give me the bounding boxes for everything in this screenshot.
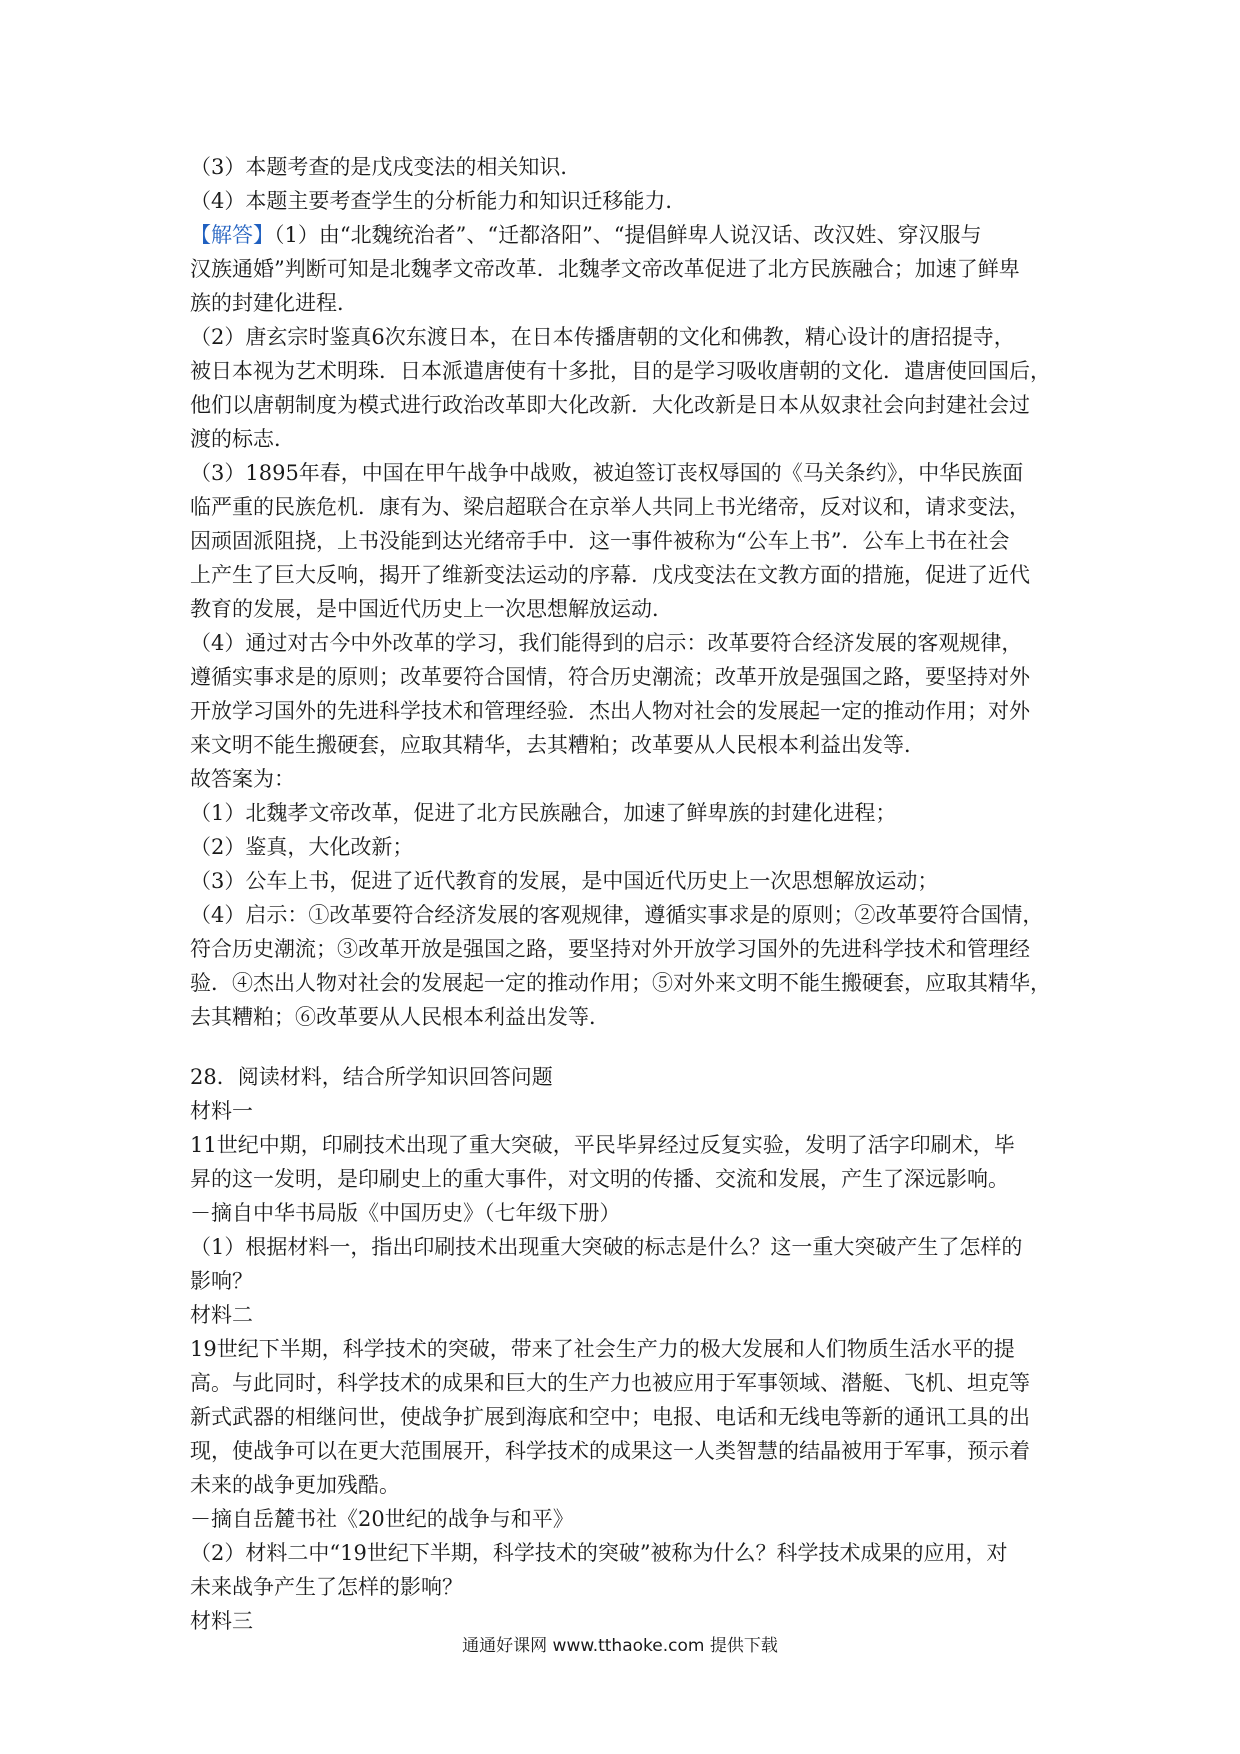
material-source: －摘自岳麓书社《20世纪的战争与和平》 [190, 1507, 574, 1531]
answer-line: （4）通过对古今中外改革的学习，我们能得到的启示：改革要符合经济发展的客观规律， [190, 631, 1023, 655]
answer-line: 族的封建化进程． [190, 291, 358, 315]
answer-line: 渡的标志． [190, 427, 295, 451]
answer-line: 汉族通婚”判断可知是北魏孝文帝改革．北魏孝文帝改革促进了北方民族融合；加速了鲜卑 [190, 257, 1020, 281]
material-line: 19世纪下半期，科学技术的突破，带来了社会生产力的极大发展和人们物质生活水平的提 [190, 1337, 1015, 1361]
answer-text: （1）由“北魏统治者”、“迁都洛阳”、“提倡鲜卑人说汉话、改汉姓、穿汉服与 [274, 223, 982, 247]
answer-line: 遵循实事求是的原则；改革要符合国情，符合历史潮流；改革开放是强国之路，要坚持对外 [190, 665, 1030, 689]
material-label: 材料一 [190, 1099, 253, 1123]
summary-line: （3）公车上书，促进了近代教育的发展，是中国近代历史上一次思想解放运动； [190, 869, 939, 893]
question-line: （1）根据材料一，指出印刷技术出现重大突破的标志是什么？这一重大突破产生了怎样的 [190, 1235, 1023, 1259]
material-source: －摘自中华书局版《中国历史》（七年级下册） [190, 1201, 621, 1225]
question-title: 28．阅读材料，结合所学知识回答问题 [190, 1065, 553, 1089]
summary-line: 符合历史潮流；③改革开放是强国之路，要坚持对外开放学习国外的先进科学技术和管理经 [190, 937, 1030, 961]
material-label: 材料三 [190, 1609, 253, 1633]
answer-line: 被日本视为艺术明珠．日本派遣唐使有十多批，目的是学习吸收唐朝的文化．遣唐使回国后， [190, 359, 1051, 383]
document-page [190, 150, 1060, 1638]
material-line: 未来的战争更加残酷。 [190, 1473, 400, 1497]
answer-tag: 【解答】 [190, 223, 274, 247]
material-line: 高。与此同时，科学技术的成果和巨大的生产力也被应用于军事领域、潜艇、飞机、坦克等 [190, 1371, 1030, 1395]
answer-line: （2）唐玄宗时鉴真6次东渡日本，在日本传播唐朝的文化和佛教，精心设计的唐招提寺， [190, 325, 1015, 349]
answer-line: 教育的发展，是中国近代历史上一次思想解放运动． [190, 597, 673, 621]
answer-line: 上产生了巨大反响，揭开了维新变法运动的序幕．戊戌变法在文教方面的措施，促进了近代 [190, 563, 1030, 587]
summary-line: （2）鉴真，大化改新； [190, 835, 414, 859]
answer-line [190, 218, 1060, 252]
analysis-line: （3）本题考查的是戊戌变法的相关知识． [190, 155, 582, 179]
material-line: 11世纪中期，印刷技术出现了重大突破，平民毕昇经过反复实验，发明了活字印刷术，毕 [190, 1133, 1015, 1157]
material-line: 新式武器的相继问世，使战争扩展到海底和空中；电报、电话和无线电等新的通讯工具的出 [190, 1405, 1030, 1429]
answer-line: （3）1895年春，中国在甲午战争中战败，被迫签订丧权辱国的《马关条约》，中华民族面 [190, 461, 1024, 485]
answer-line: 来文明不能生搬硬套，应取其精华，去其糟粕；改革要从人民根本利益出发等． [190, 733, 925, 757]
question-line: （2）材料二中“19世纪下半期，科学技术的突破”被称为什么？科学技术成果的应用，对 [190, 1541, 1008, 1565]
question-line: 未来战争产生了怎样的影响？ [190, 1575, 463, 1599]
summary-line: （1）北魏孝文帝改革，促进了北方民族融合，加速了鲜卑族的封建化进程； [190, 801, 897, 825]
answer-line: 因顽固派阻挠，上书没能到达光绪帝手中．这一事件被称为“公车上书”．公车上书在社会 [190, 529, 1010, 553]
answer-line: 开放学习国外的先进科学技术和管理经验．杰出人物对社会的发展起一定的推动作用；对外 [190, 699, 1030, 723]
material-line: 现，使战争可以在更大范围展开，科学技术的成果这一人类智慧的结晶被用于军事，预示着 [190, 1439, 1030, 1463]
summary-line: 去其糟粕；⑥改革要从人民根本利益出发等． [190, 1005, 610, 1029]
material-line: 昇的这一发明，是印刷史上的重大事件，对文明的传播、交流和发展，产生了深远影响。 [190, 1167, 1009, 1191]
material-label: 材料二 [190, 1303, 253, 1327]
summary-line: 验．④杰出人物对社会的发展起一定的推动作用；⑤对外来文明不能生搬硬套，应取其精华， [190, 971, 1051, 995]
footer-credit: 通通好课网 www.tthaoke.com 提供下载 [462, 1636, 778, 1656]
section-gap [190, 1034, 1060, 1060]
answer-line: 临严重的民族危机．康有为、梁启超联合在京举人共同上书光绪帝，反对议和，请求变法， [190, 495, 1030, 519]
analysis-line: （4）本题主要考查学生的分析能力和知识迁移能力． [190, 189, 687, 213]
question-line: 影响？ [190, 1269, 253, 1293]
summary-line: （4）启示：①改革要符合经济发展的客观规律，遵循实事求是的原则；②改革要符合国情， [190, 903, 1044, 927]
answer-line: 他们以唐朝制度为模式进行政治改革即大化改新．大化改新是日本从奴隶社会向封建社会过 [190, 393, 1030, 417]
conclusion-line: 故答案为： [190, 767, 295, 791]
